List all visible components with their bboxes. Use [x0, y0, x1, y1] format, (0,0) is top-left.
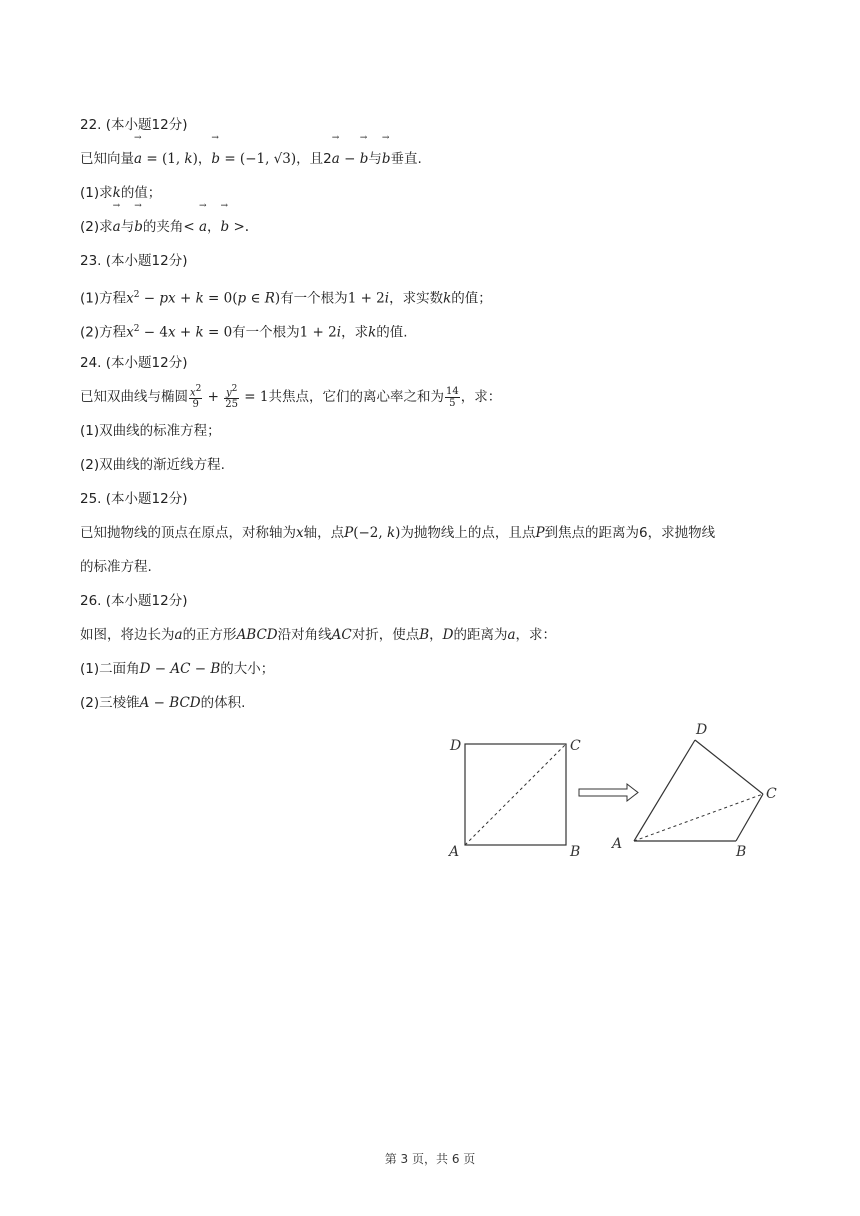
- problem-25-header: 25. (本小题12分): [80, 491, 188, 507]
- diagonal-ac: [465, 744, 566, 845]
- problem-24-q1: (1)双曲线的标准方程；: [80, 423, 221, 439]
- problem-26-stem: 如图，将边长为a的正方形ABCD沿对角线AC对折，使点B，D的距离为a，求：: [80, 627, 557, 643]
- edge-dc: [695, 740, 763, 794]
- problem-23-q1: (1)方程$x^2$ − px + k = 0(p ∈ R)有一个根为1 + 2i，求实数k的值；: [80, 290, 492, 307]
- problem-26-header: 26. (本小题12分): [80, 593, 188, 609]
- edge-cb: [736, 794, 763, 841]
- label-square-a: A: [449, 844, 460, 860]
- problem-26-q1: (1)二面角D − AC − B的大小；: [80, 661, 275, 677]
- problem-22-q1: (1)求k的值；: [80, 185, 162, 201]
- label-folded-b: B: [736, 844, 747, 860]
- label-square-d: D: [450, 738, 462, 754]
- problem-24-q2: (2)双曲线的渐近线方程.: [80, 457, 225, 473]
- problem-24-stem: 已知双曲线与椭圆 $\frac{x^2}{9}$ + $\frac{y^2}{25}$ = 1共焦点，它们的离心率之和为 $\frac{14}{5}$ ，求：: [80, 383, 502, 411]
- label-square-b: B: [570, 844, 581, 860]
- edge-ac-dashed: [634, 794, 763, 841]
- label-folded-d: D: [696, 722, 708, 738]
- page-footer: 第 3 页，共 6 页: [384, 1152, 476, 1166]
- problem-23-header: 23. (本小题12分): [80, 253, 188, 269]
- fold-figure: [440, 718, 790, 867]
- label-square-c: C: [570, 738, 581, 754]
- problem-24-header: 24. (本小题12分): [80, 355, 188, 371]
- problem-22-q2: (2)求→ a与→ b的夹角< → a，→ b >.: [80, 210, 800, 244]
- label-folded-c: C: [766, 786, 777, 802]
- problem-25-stem: 已知抛物线的顶点在原点，对称轴为x轴，点P(−2, k)为抛物线上的点，且点P到焦点的距离为6，求抛物线: [80, 525, 716, 541]
- fold-arrow: [579, 784, 638, 801]
- problem-26-q2: (2)三棱锥A − BCD的体积.: [80, 695, 246, 711]
- problem-22-stem: 已知向量→ a = (1, k)，→ b = (−1, √3)，且2→ a − → b与→ b垂直.: [80, 142, 800, 176]
- label-folded-a: A: [612, 836, 623, 852]
- problem-22-header: 22. (本小题12分): [80, 117, 188, 133]
- problems-area: [80, 108, 800, 720]
- edge-ad: [634, 740, 695, 841]
- problem-25-stem-line2: 的标准方程.: [80, 559, 152, 575]
- fold-diagram: [440, 718, 790, 863]
- problem-23-q2: (2)方程$x^2 - 4x + k = 0$有一个根为1 + 2i，求k的值.: [80, 324, 408, 341]
